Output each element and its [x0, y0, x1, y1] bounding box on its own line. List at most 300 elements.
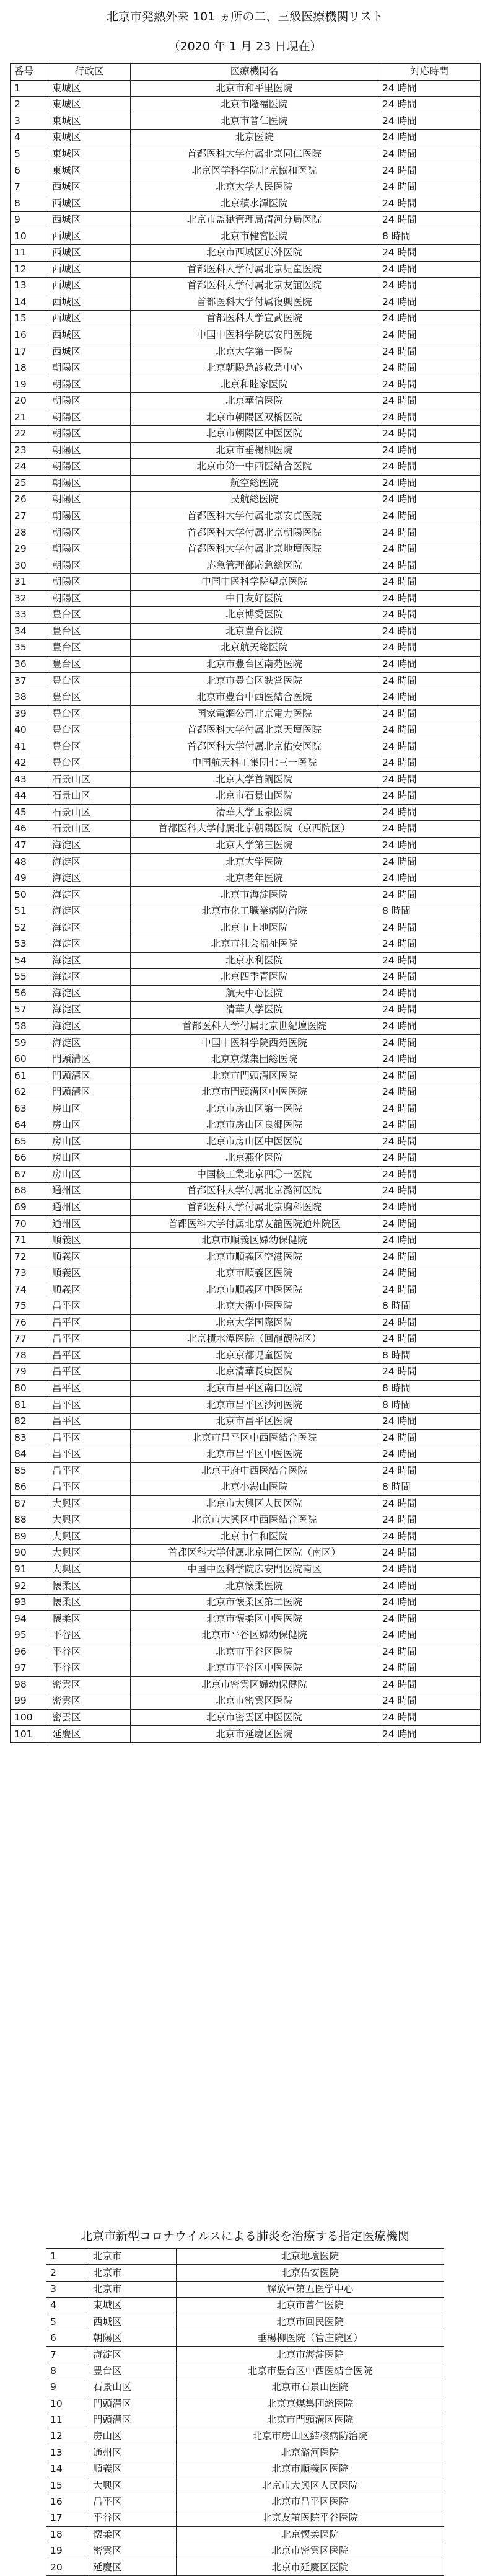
table-row [11, 689, 481, 706]
table-row [11, 1611, 481, 1627]
row-institution: 清華大学医院 [131, 1002, 378, 1019]
row-institution: 北京市仁和医院 [131, 1528, 378, 1545]
row-institution: 北京市順義区中医医院 [131, 1281, 378, 1298]
table-row [11, 969, 481, 986]
row-hours: 24 時間 [378, 969, 481, 986]
row-institution: 北京和睦家医院 [131, 376, 378, 393]
row-number: 12 [46, 2428, 89, 2445]
table-row [11, 1495, 481, 1512]
table-row [11, 1709, 481, 1726]
row-number: 7 [46, 2347, 89, 2363]
row-district: 豊台区 [48, 738, 131, 755]
row-institution: 北京積水潭医院（回龍観院区） [131, 1331, 378, 1348]
row-number: 11 [46, 2412, 89, 2428]
row-institution: 北京市順義区空港医院 [131, 1249, 378, 1265]
row-number: 10 [46, 2396, 89, 2412]
row-district: 豊台区 [48, 607, 131, 624]
row-number: 81 [11, 1397, 48, 1414]
table-row [11, 837, 481, 854]
table-row [11, 1644, 481, 1660]
row-number: 80 [11, 1380, 48, 1397]
row-district: 門頭溝区 [48, 1084, 131, 1100]
row-number: 90 [11, 1545, 48, 1562]
row-hours: 24 時間 [378, 409, 481, 426]
row-institution: 首都医科大学付属北京胸科医院 [131, 1199, 378, 1216]
row-district: 石景山区 [48, 788, 131, 805]
row-institution: 北京市海淀医院 [177, 2347, 444, 2363]
table-row [11, 1265, 481, 1281]
table-row [11, 607, 481, 624]
row-institution: 中国核工業北京四〇一医院 [131, 1166, 378, 1183]
row-institution: 航天中心医院 [131, 985, 378, 1002]
row-institution: 北京市普仁医院 [177, 2298, 444, 2314]
table-row [11, 113, 481, 130]
row-number: 67 [11, 1166, 48, 1183]
row-institution: 首都医科大学付属北京天壇医院 [131, 722, 378, 738]
row-number: 98 [11, 1676, 48, 1693]
row-institution: 中国中医科学院望京医院 [131, 573, 378, 590]
row-district: 海淀区 [48, 985, 131, 1002]
row-institution: 清華大学玉泉医院 [131, 804, 378, 821]
table-row [11, 245, 481, 262]
row-number: 73 [11, 1265, 48, 1281]
row-institution: 北京市門頭溝区医院 [177, 2412, 444, 2428]
table-row [11, 1183, 481, 1200]
table-row [11, 459, 481, 476]
row-institution: 北京市第一中西医結合医院 [131, 459, 378, 476]
row-hours: 24 時間 [378, 1627, 481, 1644]
table-row [46, 2412, 444, 2428]
table-row [11, 788, 481, 805]
table-row [11, 985, 481, 1002]
row-institution: 北京市社会福祉医院 [131, 936, 378, 952]
row-hours: 24 時間 [378, 1693, 481, 1710]
table-row [11, 1578, 481, 1595]
row-hours: 24 時間 [378, 1100, 481, 1117]
row-district: 朝陽区 [48, 376, 131, 393]
row-district: 朝陽区 [48, 541, 131, 557]
row-institution: 北京市房山区良郷医院 [131, 1117, 378, 1134]
row-institution: 首都医科大学付属北京地壇医院 [131, 541, 378, 557]
row-institution: 中日友好医院 [131, 590, 378, 607]
row-number: 15 [46, 2477, 89, 2494]
row-hours: 24 時間 [378, 475, 481, 492]
row-district: 房山区 [48, 1117, 131, 1134]
row-number: 69 [11, 1199, 48, 1216]
row-institution: 北京大学医院 [131, 854, 378, 870]
row-institution: 首都医科大学付属北京潞河医院 [131, 1183, 378, 1200]
row-district: 豊台区 [48, 640, 131, 657]
row-institution: 北京燕化医院 [131, 1150, 378, 1167]
row-institution: 北京市門頭溝区中医医院 [131, 1084, 378, 1100]
row-hours: 24 時間 [378, 1430, 481, 1446]
row-hours: 24 時間 [378, 1463, 481, 1479]
row-institution: 中国中医科学院広安門医院 [131, 327, 378, 343]
row-hours: 24 時間 [378, 590, 481, 607]
row-district: 西城区 [48, 327, 131, 343]
row-number: 32 [11, 590, 48, 607]
table-row [11, 706, 481, 722]
table-row [46, 2494, 444, 2510]
row-district: 門頭溝区 [89, 2396, 177, 2412]
row-district: 朝陽区 [48, 590, 131, 607]
row-district: 朝陽区 [48, 557, 131, 574]
row-district: 房山区 [48, 1166, 131, 1183]
row-district: 密雲区 [48, 1709, 131, 1726]
table-row [11, 392, 481, 409]
row-district: 朝陽区 [89, 2330, 177, 2346]
row-hours: 24 時間 [378, 1446, 481, 1463]
row-number: 77 [11, 1331, 48, 1348]
row-institution: 北京市西城区広外医院 [131, 245, 378, 262]
row-district: 東城区 [48, 162, 131, 179]
row-number: 22 [11, 426, 48, 443]
row-hours: 24 時間 [378, 311, 481, 327]
row-district: 大興区 [48, 1561, 131, 1578]
row-number: 12 [11, 261, 48, 278]
row-number: 66 [11, 1150, 48, 1167]
row-number: 34 [11, 623, 48, 640]
row-number: 63 [11, 1100, 48, 1117]
row-hours: 24 時間 [378, 689, 481, 706]
row-district: 昌平区 [48, 1397, 131, 1414]
row-district: 通州区 [89, 2445, 177, 2461]
table-row [11, 1298, 481, 1315]
row-institution: 北京市昌平区南口医院 [131, 1380, 378, 1397]
row-number: 43 [11, 771, 48, 788]
row-hours: 24 時間 [378, 1117, 481, 1134]
row-hours: 24 時間 [378, 1676, 481, 1693]
table-row [11, 475, 481, 492]
table-row [11, 1314, 481, 1331]
row-number: 31 [11, 573, 48, 590]
row-number: 85 [11, 1463, 48, 1479]
row-district: 朝陽区 [48, 392, 131, 409]
row-number: 38 [11, 689, 48, 706]
row-district: 海淀区 [48, 936, 131, 952]
table-row [46, 2363, 444, 2379]
row-number: 87 [11, 1495, 48, 1512]
row-number: 86 [11, 1479, 48, 1496]
table-row [11, 1446, 481, 1463]
row-district: 大興区 [48, 1545, 131, 1562]
row-district: 昌平区 [48, 1314, 131, 1331]
table-row [11, 1199, 481, 1216]
row-hours: 24 時間 [378, 97, 481, 113]
row-number: 51 [11, 903, 48, 919]
row-district: 豊台区 [48, 656, 131, 673]
row-number: 91 [11, 1561, 48, 1578]
row-institution: 北京大学人民医院 [131, 179, 378, 195]
row-district: 平谷区 [48, 1627, 131, 1644]
table-row [11, 508, 481, 524]
row-number: 27 [11, 508, 48, 524]
row-district: 西城区 [48, 195, 131, 212]
row-hours: 24 時間 [378, 1084, 481, 1100]
row-institution: 北京博愛医院 [131, 607, 378, 624]
table-row [11, 1528, 481, 1545]
row-institution: 北京市垂楊柳医院 [131, 442, 378, 459]
row-hours: 24 時間 [378, 1068, 481, 1084]
row-institution: 北京医学科学院北京協和医院 [131, 162, 378, 179]
row-hours: 24 時間 [378, 1249, 481, 1265]
row-institution: 北京市密雲区医院 [131, 1693, 378, 1710]
row-institution: 北京朝陽急診救急中心 [131, 360, 378, 376]
table-header-row [11, 64, 481, 81]
row-hours: 24 時間 [378, 376, 481, 393]
row-number: 16 [46, 2494, 89, 2510]
table-row [11, 870, 481, 887]
row-hours: 8 時間 [378, 1397, 481, 1414]
row-institution: 北京市延慶区医院 [131, 1726, 378, 1743]
row-hours: 24 時間 [378, 573, 481, 590]
row-district: 門頭溝区 [89, 2412, 177, 2428]
row-number: 9 [11, 211, 48, 228]
row-hours: 24 時間 [378, 1561, 481, 1578]
row-district: 平谷区 [48, 1644, 131, 1660]
row-institution: 北京市平谷区中医医院 [131, 1660, 378, 1677]
table-row [11, 1413, 481, 1430]
row-hours: 24 時間 [378, 179, 481, 195]
row-district: 朝陽区 [48, 459, 131, 476]
row-institution: 北京市昌平区中医医院 [131, 1446, 378, 1463]
row-district: 西城区 [48, 294, 131, 311]
table-row [11, 195, 481, 212]
row-hours: 8 時間 [378, 1479, 481, 1496]
row-institution: 北京市密雲区医院 [177, 2543, 444, 2559]
row-district: 西城区 [48, 261, 131, 278]
row-district: 朝陽区 [48, 573, 131, 590]
row-number: 8 [46, 2363, 89, 2379]
row-number: 39 [11, 706, 48, 722]
row-number: 54 [11, 952, 48, 969]
row-number: 75 [11, 1298, 48, 1315]
row-institution: 首都医科大学付属北京朝陽医院 [131, 524, 378, 541]
table-row [11, 590, 481, 607]
row-institution: 北京老年医院 [131, 870, 378, 887]
row-number: 7 [11, 179, 48, 195]
row-number: 53 [11, 936, 48, 952]
row-institution: 北京積水潭医院 [131, 195, 378, 212]
row-institution: 北京市石景山医院 [131, 788, 378, 805]
row-institution: 国家電網公司北京電力医院 [131, 706, 378, 722]
row-number: 94 [11, 1611, 48, 1627]
row-hours: 24 時間 [378, 113, 481, 130]
row-institution: 北京市平谷区医院 [131, 1644, 378, 1660]
row-number: 19 [46, 2543, 89, 2559]
row-district: 豊台区 [48, 623, 131, 640]
row-number: 93 [11, 1594, 48, 1611]
row-institution: 北京京都児童医院 [131, 1347, 378, 1364]
row-hours: 24 時間 [378, 1709, 481, 1726]
row-hours: 8 時間 [378, 228, 481, 245]
row-number: 49 [11, 870, 48, 887]
row-number: 13 [46, 2445, 89, 2461]
row-institution: 北京市監獄管理局清河分局医院 [131, 211, 378, 228]
table-row [46, 2314, 444, 2330]
row-institution: 北京市房山区結核病防治院 [177, 2428, 444, 2445]
row-hours: 24 時間 [378, 706, 481, 722]
table-row [11, 1347, 481, 1364]
row-hours: 24 時間 [378, 952, 481, 969]
row-hours: 24 時間 [378, 1216, 481, 1233]
table-row [11, 327, 481, 343]
row-hours: 24 時間 [378, 854, 481, 870]
row-district: 房山区 [48, 1100, 131, 1117]
row-district: 北京市 [89, 2281, 177, 2297]
table-row [46, 2330, 444, 2346]
row-hours: 24 時間 [378, 1512, 481, 1529]
table-row [11, 360, 481, 376]
row-hours: 24 時間 [378, 1133, 481, 1150]
row-number: 17 [46, 2510, 89, 2526]
table-row [11, 1430, 481, 1446]
row-number: 61 [11, 1068, 48, 1084]
row-hours: 24 時間 [378, 788, 481, 805]
row-number: 18 [46, 2526, 89, 2543]
row-hours: 8 時間 [378, 903, 481, 919]
row-institution: 北京市豊台中西医結合医院 [131, 689, 378, 706]
row-hours: 8 時間 [378, 1298, 481, 1315]
row-district: 順義区 [89, 2461, 177, 2477]
row-district: 通州区 [48, 1199, 131, 1216]
row-district: 通州区 [48, 1216, 131, 1233]
table-row [11, 573, 481, 590]
row-institution: 首都医科大学付属北京同仁医院（南区） [131, 1545, 378, 1562]
row-hours: 24 時間 [378, 245, 481, 262]
row-hours: 24 時間 [378, 1413, 481, 1430]
table-row [46, 2477, 444, 2494]
row-number: 28 [11, 524, 48, 541]
row-institution: 北京市順義区医院 [131, 1265, 378, 1281]
table-row [11, 804, 481, 821]
table-row [11, 1117, 481, 1134]
row-district: 海淀区 [48, 854, 131, 870]
row-number: 82 [11, 1413, 48, 1430]
table-row [11, 1660, 481, 1677]
row-institution: 北京市豊台区南苑医院 [131, 656, 378, 673]
row-institution: 首都医科大学付属北京安貞医院 [131, 508, 378, 524]
row-hours: 24 時間 [378, 1660, 481, 1677]
row-number: 4 [11, 130, 48, 146]
row-district: 大興区 [48, 1528, 131, 1545]
row-institution: 首都医科大学宣武医院 [131, 311, 378, 327]
row-district: 西城区 [48, 179, 131, 195]
table-row [11, 854, 481, 870]
row-number: 41 [11, 738, 48, 755]
table-row [11, 755, 481, 771]
row-number: 89 [11, 1528, 48, 1545]
row-hours: 24 時間 [378, 607, 481, 624]
table-row [11, 228, 481, 245]
table-row [11, 294, 481, 311]
row-institution: 北京市上地医院 [131, 919, 378, 936]
table-row [46, 2298, 444, 2314]
row-district: 北京市 [89, 2249, 177, 2265]
row-district: 昌平区 [48, 1479, 131, 1496]
row-district: 延慶区 [89, 2559, 177, 2575]
table-row [11, 343, 481, 360]
row-district: 豊台区 [48, 722, 131, 738]
row-district: 密雲区 [48, 1693, 131, 1710]
header-institution: 医療機関名 [131, 64, 378, 81]
row-institution: 北京市回民医院 [177, 2314, 444, 2330]
row-district: 房山区 [89, 2428, 177, 2445]
row-institution: 北京市昌平区医院 [177, 2494, 444, 2510]
row-district: 房山区 [48, 1150, 131, 1167]
row-number: 71 [11, 1232, 48, 1249]
row-district: 海淀区 [89, 2347, 177, 2363]
row-institution: 首都医科大学付属北京佑安医院 [131, 738, 378, 755]
table-row [11, 1051, 481, 1068]
table-row [11, 903, 481, 919]
row-institution: 北京市懐柔区第二医院 [131, 1594, 378, 1611]
table-row [46, 2526, 444, 2543]
row-number: 55 [11, 969, 48, 986]
row-district: 東城区 [89, 2298, 177, 2314]
row-district: 昌平区 [48, 1331, 131, 1348]
row-number: 36 [11, 656, 48, 673]
row-number: 29 [11, 541, 48, 557]
row-institution: 北京市朝陽区中医医院 [131, 426, 378, 443]
row-district: 朝陽区 [48, 442, 131, 459]
row-hours: 24 時間 [378, 392, 481, 409]
row-hours: 24 時間 [378, 1035, 481, 1051]
row-number: 25 [11, 475, 48, 492]
header-hours: 対応時間 [378, 64, 481, 81]
row-hours: 24 時間 [378, 1150, 481, 1167]
row-hours: 24 時間 [378, 1364, 481, 1381]
row-district: 順義区 [48, 1281, 131, 1298]
row-hours: 24 時間 [378, 640, 481, 657]
row-district: 北京市 [89, 2265, 177, 2281]
table-row [11, 952, 481, 969]
row-hours: 24 時間 [378, 327, 481, 343]
row-institution: 北京懐柔医院 [131, 1578, 378, 1595]
row-district: 昌平区 [48, 1463, 131, 1479]
row-district: 昌平区 [48, 1364, 131, 1381]
row-number: 3 [11, 113, 48, 130]
table-row [11, 541, 481, 557]
table-row [11, 557, 481, 574]
row-institution: 北京市密雲区婦幼保健院 [131, 1676, 378, 1693]
row-number: 18 [11, 360, 48, 376]
row-hours: 24 時間 [378, 442, 481, 459]
table-row [11, 278, 481, 294]
row-district: 西城区 [48, 245, 131, 262]
row-number: 37 [11, 673, 48, 689]
row-number: 14 [46, 2461, 89, 2477]
row-hours: 24 時間 [378, 673, 481, 689]
row-district: 海淀区 [48, 903, 131, 919]
row-number: 64 [11, 1117, 48, 1134]
table-row [11, 1380, 481, 1397]
table-row [11, 524, 481, 541]
row-number: 48 [11, 854, 48, 870]
table-row [11, 130, 481, 146]
row-district: 大興区 [48, 1495, 131, 1512]
table-row [11, 1364, 481, 1381]
row-number: 96 [11, 1644, 48, 1660]
row-hours: 24 時間 [378, 426, 481, 443]
row-hours: 24 時間 [378, 821, 481, 838]
row-number: 52 [11, 919, 48, 936]
table-row [11, 1281, 481, 1298]
row-number: 16 [11, 327, 48, 343]
row-institution: 北京水利医院 [131, 952, 378, 969]
row-institution: 民航総医院 [131, 492, 378, 508]
row-hours: 24 時間 [378, 1594, 481, 1611]
